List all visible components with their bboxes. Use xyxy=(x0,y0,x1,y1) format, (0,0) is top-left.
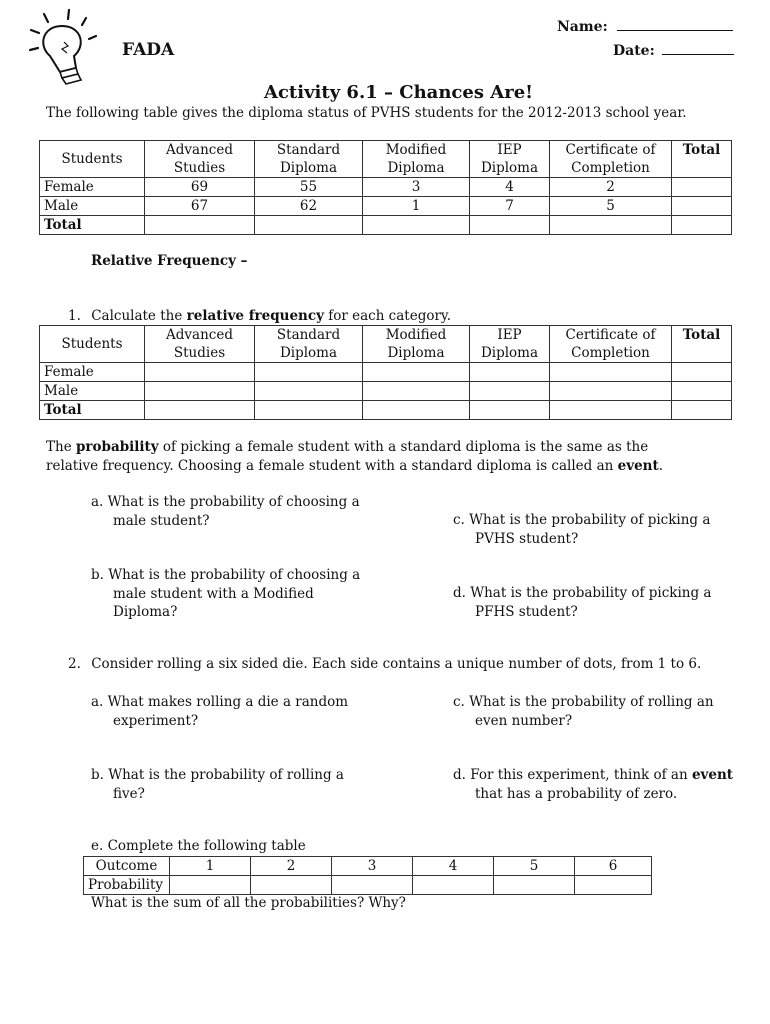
intro-text: The following table gives the diploma status of PVHS students for the 2012-2013 school year. xyxy=(46,105,687,121)
question-2c xyxy=(453,693,753,730)
table-cell[interactable] xyxy=(575,876,652,895)
part-text: male student? xyxy=(113,512,210,529)
table-cell[interactable] xyxy=(672,216,732,235)
table-cell[interactable] xyxy=(170,876,251,895)
col-header: IEP Diploma xyxy=(470,326,550,363)
col-header: 4 xyxy=(413,857,494,876)
col-header: Modified Diploma xyxy=(363,326,470,363)
paragraph-text: . xyxy=(658,457,664,474)
table-cell[interactable] xyxy=(363,363,470,382)
table-cell: 62 xyxy=(255,197,363,216)
table-cell: 2 xyxy=(550,178,672,197)
row-label: Female xyxy=(40,178,145,197)
part-text: What is the probability of choosing a xyxy=(108,567,361,583)
table-row xyxy=(40,197,732,216)
col-header: 1 xyxy=(170,857,251,876)
part-letter: b. xyxy=(91,767,104,783)
table-cell[interactable] xyxy=(332,876,413,895)
part-letter: a. xyxy=(91,694,104,710)
question-1 xyxy=(68,308,451,324)
table-cell[interactable] xyxy=(494,876,575,895)
date-label: Date: xyxy=(613,43,655,59)
part-text: PVHS student? xyxy=(475,530,579,547)
paragraph-bold: event xyxy=(617,457,659,474)
table-cell[interactable] xyxy=(145,401,255,420)
table-cell[interactable] xyxy=(672,178,732,197)
col-header: Outcome xyxy=(84,857,170,876)
table-row xyxy=(40,401,732,420)
final-question: What is the sum of all the probabilities? Why? xyxy=(91,895,406,911)
table-cell[interactable] xyxy=(470,216,550,235)
table-cell[interactable] xyxy=(470,401,550,420)
row-label: Probability xyxy=(84,876,170,895)
table-row xyxy=(40,178,732,197)
part-text: five? xyxy=(113,785,145,802)
row-label: Total xyxy=(40,401,145,420)
relative-frequency-heading: Relative Frequency – xyxy=(91,253,248,269)
diploma-table xyxy=(39,140,732,235)
table-row xyxy=(40,216,732,235)
col-header: Students xyxy=(40,141,145,178)
name-label: Name: xyxy=(557,19,608,35)
question-text: for each category. xyxy=(323,308,452,324)
probability-paragraph xyxy=(46,438,686,475)
part-text: What is the probability of rolling a xyxy=(108,767,344,783)
col-header: 2 xyxy=(251,857,332,876)
table-cell: 5 xyxy=(550,197,672,216)
table-cell[interactable] xyxy=(672,401,732,420)
table-row xyxy=(40,363,732,382)
question-2b xyxy=(91,766,391,803)
col-header: Advanced Studies xyxy=(145,141,255,178)
question-1a xyxy=(91,493,391,530)
table-cell[interactable] xyxy=(255,216,363,235)
table-cell[interactable] xyxy=(550,216,672,235)
table-row xyxy=(84,857,652,876)
part-letter: d. xyxy=(453,585,466,601)
part-bold: event xyxy=(691,767,734,783)
part-text: For this experiment, think of an xyxy=(470,767,692,783)
col-header: Total xyxy=(672,141,732,178)
col-header: Advanced Studies xyxy=(145,326,255,363)
question-text: Calculate the xyxy=(91,308,187,324)
page-title: Activity 6.1 – Chances Are! xyxy=(264,82,534,103)
table-cell[interactable] xyxy=(550,363,672,382)
question-1d xyxy=(453,584,753,621)
table-cell[interactable] xyxy=(145,216,255,235)
part-letter: e. xyxy=(91,838,104,854)
table-cell[interactable] xyxy=(145,363,255,382)
col-header: 5 xyxy=(494,857,575,876)
row-label: Female xyxy=(40,363,145,382)
row-label: Male xyxy=(40,382,145,401)
col-header: Certificate of Completion xyxy=(550,141,672,178)
table-cell: 67 xyxy=(145,197,255,216)
question-2a xyxy=(91,693,391,730)
name-field[interactable] xyxy=(557,19,733,35)
table-cell[interactable] xyxy=(672,363,732,382)
table-cell[interactable] xyxy=(255,382,363,401)
part-text: What is the probability of picking a xyxy=(469,512,711,528)
table-cell[interactable] xyxy=(363,382,470,401)
outcome-table xyxy=(83,856,652,895)
col-header: IEP Diploma xyxy=(470,141,550,178)
col-header: Students xyxy=(40,326,145,363)
col-header: Standard Diploma xyxy=(255,141,363,178)
col-header: 3 xyxy=(332,857,413,876)
part-text: that has a probability of zero. xyxy=(475,785,678,802)
col-header: Standard Diploma xyxy=(255,326,363,363)
table-cell[interactable] xyxy=(363,401,470,420)
question-bold: relative frequency xyxy=(186,308,324,324)
part-text: even number? xyxy=(475,712,573,729)
question-2 xyxy=(68,656,701,672)
question-number: 1. xyxy=(68,308,81,324)
question-1b xyxy=(91,566,391,622)
table-cell[interactable] xyxy=(413,876,494,895)
table-cell[interactable] xyxy=(363,216,470,235)
table-cell: 7 xyxy=(470,197,550,216)
table-cell: 4 xyxy=(470,178,550,197)
col-header: Modified Diploma xyxy=(363,141,470,178)
question-number: 2. xyxy=(68,656,81,672)
relative-frequency-table xyxy=(39,325,732,420)
table-cell[interactable] xyxy=(255,363,363,382)
table-cell[interactable] xyxy=(251,876,332,895)
col-header: Certificate of Completion xyxy=(550,326,672,363)
paragraph-text: The xyxy=(46,439,76,455)
table-row xyxy=(84,876,652,895)
part-text: PFHS student? xyxy=(475,603,578,620)
part-text: Diploma? xyxy=(113,604,178,620)
table-cell[interactable] xyxy=(145,382,255,401)
col-header: Total xyxy=(672,326,732,363)
table-cell[interactable] xyxy=(255,401,363,420)
row-label: Total xyxy=(40,216,145,235)
table-cell: 69 xyxy=(145,178,255,197)
question-1c xyxy=(453,511,753,548)
lightbulb-logo-icon xyxy=(26,8,108,86)
part-text: What makes rolling a die a random xyxy=(107,694,349,710)
table-cell[interactable] xyxy=(550,401,672,420)
question-text: Consider rolling a six sided die. Each side contains a unique number of dots, from 1 to 6. xyxy=(91,656,702,672)
table-cell[interactable] xyxy=(672,197,732,216)
table-cell[interactable] xyxy=(470,363,550,382)
question-2d xyxy=(453,766,763,803)
table-cell: 3 xyxy=(363,178,470,197)
row-label: Male xyxy=(40,197,145,216)
paragraph-bold: probability xyxy=(75,439,159,455)
part-text: experiment? xyxy=(113,712,199,729)
part-text: male student with a Modified xyxy=(113,585,314,602)
org-name: FADA xyxy=(122,40,175,60)
part-letter: b. xyxy=(91,567,104,583)
part-letter: c. xyxy=(453,512,465,528)
date-field[interactable] xyxy=(613,43,734,59)
question-2e xyxy=(91,838,306,854)
table-cell: 55 xyxy=(255,178,363,197)
part-letter: a. xyxy=(91,494,104,510)
part-letter: d. xyxy=(453,767,466,783)
table-cell[interactable] xyxy=(470,382,550,401)
table-row xyxy=(40,382,732,401)
part-text: Complete the following table xyxy=(107,838,306,854)
part-text: What is the probability of rolling an xyxy=(469,694,714,710)
table-cell[interactable] xyxy=(550,382,672,401)
col-header: 6 xyxy=(575,857,652,876)
table-cell: 1 xyxy=(363,197,470,216)
table-cell[interactable] xyxy=(672,382,732,401)
paragraph-text: of picking a female student with a standard diploma is the same as the relative frequency. Choosing a female student with a standard diploma is called an xyxy=(46,439,649,474)
part-letter: c. xyxy=(453,694,465,710)
part-text: What is the probability of picking a xyxy=(470,585,712,601)
part-text: What is the probability of choosing a xyxy=(107,494,360,510)
